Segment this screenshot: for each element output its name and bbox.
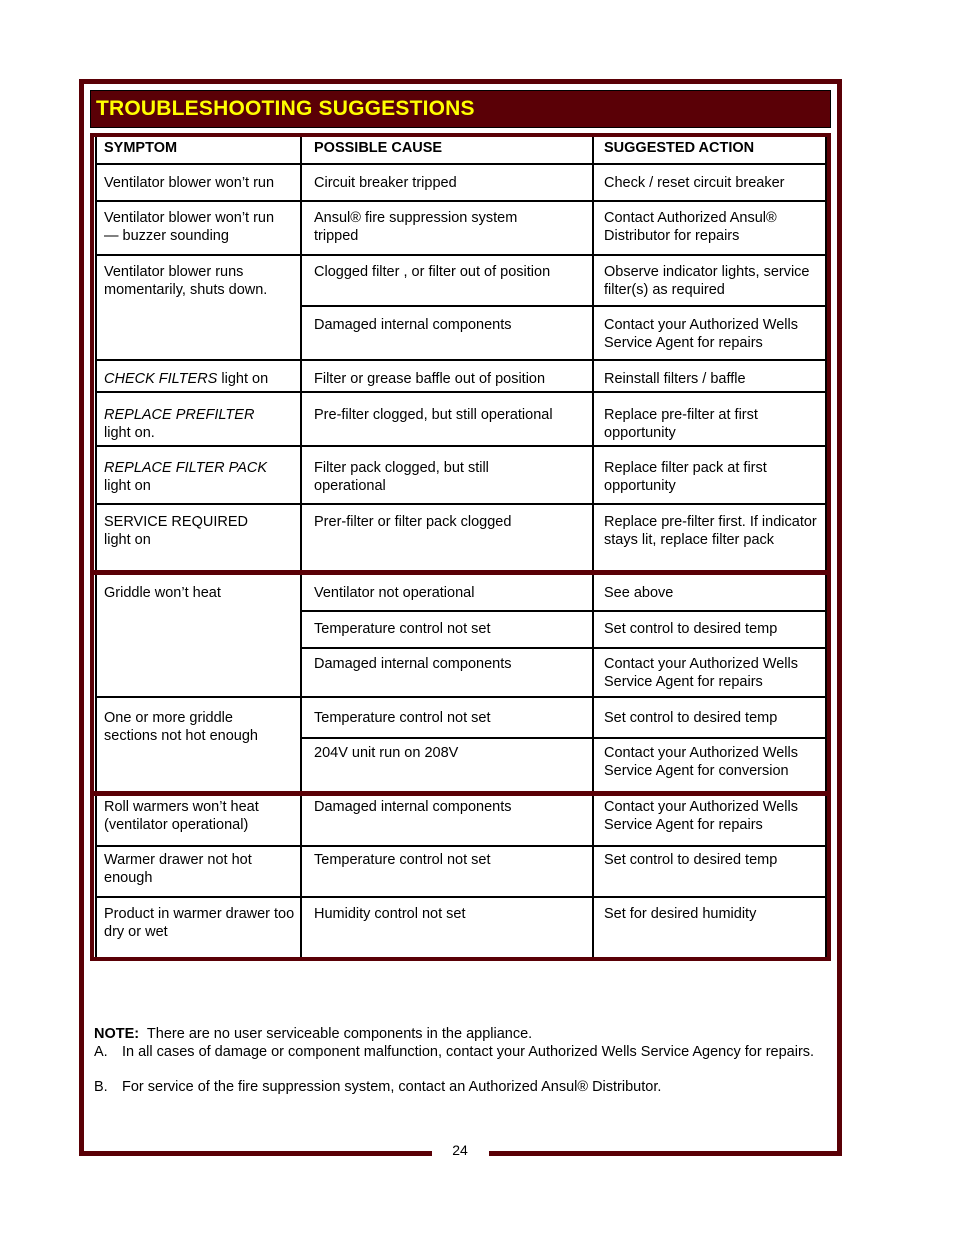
action-cell: Contact your Authorized Wells Service Agent for repairs xyxy=(604,317,798,351)
action-cell: Observe indicator lights, service filter(s) as required xyxy=(604,264,810,298)
note-text: There are no user serviceable components in the appliance. xyxy=(146,1026,533,1042)
symptom-indicator-name: REPLACE FILTER PACK xyxy=(104,460,268,476)
note-label: NOTE: xyxy=(94,1026,140,1042)
cause-cell: Damaged internal components xyxy=(314,317,512,333)
page-number: 24 xyxy=(452,1142,468,1158)
column-divider xyxy=(300,137,302,957)
action-cell: Set control to desired temp xyxy=(604,710,778,726)
symptom-cell: Warmer drawer not hot enough xyxy=(104,852,252,886)
symptom-cell: Roll warmers won’t heat (ventilator operational) xyxy=(104,799,259,833)
note-item-text: In all cases of damage or component malfunction, contact your Authorized Wells Service Agency for repairs. xyxy=(122,1044,815,1060)
cause-cell: Humidity control not set xyxy=(314,906,466,922)
cause-cell: Damaged internal components xyxy=(314,656,512,672)
row-divider xyxy=(95,696,826,698)
action-cell: Replace pre-filter first. If indicator stays lit, replace filter pack xyxy=(604,514,817,548)
action-cell: Reinstall filters / baffle xyxy=(604,371,746,387)
cause-cell: Temperature control not set xyxy=(314,852,491,868)
action-cell: Replace filter pack at first opportunity xyxy=(604,460,767,494)
symptom-cell xyxy=(96,453,300,495)
symptom-cell xyxy=(96,400,300,442)
note-line xyxy=(94,1025,532,1043)
cause-cell: Clogged filter , or filter out of position xyxy=(314,264,551,280)
cause-cell: Ventilator not operational xyxy=(314,585,475,601)
symptom-cell: Ventilator blower runs momentarily, shuts down. xyxy=(104,264,268,298)
action-cell: Contact your Authorized Wells Service Agent for repairs xyxy=(604,656,798,690)
bottom-rule-right xyxy=(489,1151,842,1156)
note-item-b xyxy=(94,1078,824,1096)
action-cell: Check / reset circuit breaker xyxy=(604,175,785,191)
row-divider xyxy=(95,163,826,165)
header-symptom: SYMPTOM xyxy=(104,140,178,156)
row-divider xyxy=(95,503,826,505)
symptom-cell: Griddle won’t heat xyxy=(104,585,221,601)
note-item-label: A. xyxy=(94,1044,108,1060)
cause-cell: Temperature control not set xyxy=(314,710,491,726)
column-divider xyxy=(592,137,594,957)
title-bar xyxy=(90,90,831,128)
row-divider xyxy=(95,445,826,447)
note-item-text: For service of the fire suppression system, contact an Authorized Ansul® Distributor. xyxy=(122,1079,662,1095)
symptom-rest: light on xyxy=(217,371,269,387)
action-cell: See above xyxy=(604,585,674,601)
symptom-cell: Ventilator blower won’t run xyxy=(104,175,275,191)
symptom-rest: light on. xyxy=(104,425,155,441)
row-divider xyxy=(95,359,826,361)
action-cell: Contact Authorized Ansul® Distributor for repairs xyxy=(604,210,777,244)
symptom-cell: Ventilator blower won’t run — buzzer sounding xyxy=(104,210,275,244)
action-cell: Replace pre-filter at first opportunity xyxy=(604,407,758,441)
symptom-indicator-name: CHECK FILTERS xyxy=(104,371,218,387)
cause-cell: Ansul® fire suppression system tripped xyxy=(314,210,518,244)
cause-cell: Temperature control not set xyxy=(314,621,491,637)
cause-cell: Prer-filter or filter pack clogged xyxy=(314,514,512,530)
symptom-cell: One or more griddle sections not hot enough xyxy=(104,710,258,744)
action-cell: Set control to desired temp xyxy=(604,852,778,868)
action-cell: Contact your Authorized Wells Service Agent for conversion xyxy=(604,745,798,779)
action-cell: Set control to desired temp xyxy=(604,621,778,637)
row-divider xyxy=(95,896,826,898)
symptom-indicator-name: REPLACE PREFILTER xyxy=(104,407,255,423)
row-divider xyxy=(300,610,826,612)
row-divider xyxy=(300,305,826,307)
row-divider xyxy=(95,200,826,202)
row-divider xyxy=(95,254,826,256)
cause-cell: Pre-filter clogged, but still operational xyxy=(314,407,553,423)
header-cause: POSSIBLE CAUSE xyxy=(314,140,443,156)
symptom-cell xyxy=(96,364,300,388)
note-item-label: B. xyxy=(94,1079,108,1095)
cause-cell: Filter pack clogged, but still operational xyxy=(314,460,489,494)
row-divider xyxy=(95,391,826,393)
bottom-rule-left xyxy=(79,1151,432,1156)
action-cell: Contact your Authorized Wells Service Agent for repairs xyxy=(604,799,798,833)
cause-cell: Filter or grease baffle out of position xyxy=(314,371,546,387)
cause-cell: Circuit breaker tripped xyxy=(314,175,457,191)
note-item-a xyxy=(94,1043,824,1079)
symptom-rest: light on xyxy=(104,478,151,494)
cause-cell: 204V unit run on 208V xyxy=(314,745,459,761)
section-divider xyxy=(94,570,827,575)
header-action: SUGGESTED ACTION xyxy=(604,140,755,156)
symptom-cell: SERVICE REQUIRED light on xyxy=(104,514,248,548)
action-cell: Set for desired humidity xyxy=(604,906,757,922)
cause-cell: Damaged internal components xyxy=(314,799,512,815)
page-title: TROUBLESHOOTING SUGGESTIONS xyxy=(96,97,475,120)
symptom-cell: Product in warmer drawer too dry or wet xyxy=(104,906,295,940)
table-right-border xyxy=(825,137,827,957)
